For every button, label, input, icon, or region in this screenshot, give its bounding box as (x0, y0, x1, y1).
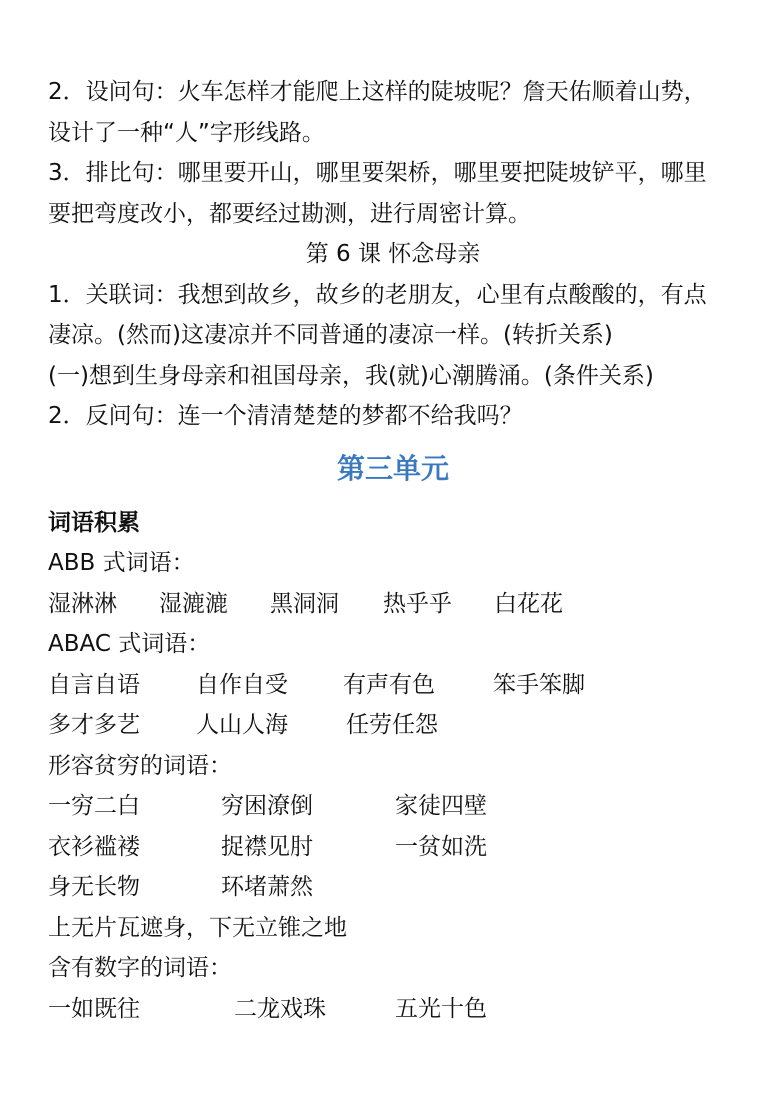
abac-word-row-2 (48, 705, 738, 746)
counter-question-line: 2．反问句：连一个清清楚楚的梦都不给我吗？ (48, 403, 523, 429)
poverty-label: 形容贫穷的词语： (48, 752, 232, 779)
word-item: 人山人海 (196, 712, 288, 738)
word-item: 捉襟见肘 (221, 833, 313, 860)
abac-word-row-1 (48, 665, 738, 706)
word-item: 湿淋淋 (48, 590, 117, 617)
word-item: 身无长物 (48, 874, 140, 900)
document-page (48, 72, 738, 1029)
word-item: 白花花 (494, 590, 563, 617)
lesson-6-title: 第 6 课 怀念母亲 (305, 241, 481, 267)
rhetorical-question-line-2: 设计了一种“人”字形线路。 (48, 119, 325, 146)
word-item: 一贫如洗 (395, 833, 487, 860)
abb-word-row (48, 584, 738, 625)
vocabulary-section-title: 词语积累 (48, 509, 140, 536)
abac-label: ABAC 式词语： (48, 631, 211, 657)
poverty-phrase-line: 上无片瓦遮身，下无立锥之地 (48, 914, 347, 941)
word-item: 湿漉漉 (159, 590, 228, 617)
number-words-label: 含有数字的词语： (48, 955, 232, 981)
word-item: 二龙戏珠 (234, 995, 326, 1022)
word-item: 有声有色 (343, 671, 435, 698)
number-word-row-1 (48, 989, 738, 1030)
word-item: 五光十色 (395, 995, 487, 1022)
poverty-word-row-3 (48, 867, 738, 908)
parallelism-line-1: 3．排比句：哪里要开山，哪里要架桥，哪里要把陡坡铲平，哪里 (48, 160, 707, 186)
word-item: 黑洞洞 (270, 590, 339, 617)
poverty-word-row-2 (48, 827, 738, 868)
word-item: 衣衫褴褛 (48, 833, 140, 860)
conjunction-line-3: (一)想到生身母亲和祖国母亲，我(就)心潮腾涌。(条件关系) (48, 362, 654, 389)
conjunction-line-2: 凄凉。(然而)这凄凉并不同普通的凄凉一样。(转折关系) (48, 322, 613, 348)
parallelism-line-2: 要把弯度改小，都要经过勘测，进行周密计算。 (48, 200, 531, 227)
conjunction-line-1: 1．关联词：我想到故乡，故乡的老朋友，心里有点酸酸的，有点 (48, 281, 707, 308)
word-item: 一如既往 (48, 995, 140, 1022)
rhetorical-question-line-1: 2．设问句：火车怎样才能爬上这样的陡坡呢？詹天佑顺着山势， (48, 79, 707, 105)
word-item: 热乎乎 (383, 590, 452, 617)
word-item: 任劳任怨 (346, 712, 438, 738)
word-item: 笨手笨脚 (493, 671, 585, 698)
word-item: 环堵萧然 (221, 874, 313, 900)
poverty-word-row-1 (48, 786, 738, 827)
word-item: 一穷二白 (48, 793, 140, 819)
abb-label: ABB 式词语： (48, 550, 195, 576)
unit-3-title: 第三单元 (336, 451, 449, 485)
word-item: 自作自受 (196, 671, 288, 698)
word-item: 多才多艺 (48, 712, 140, 738)
word-item: 自言自语 (48, 671, 140, 698)
word-item: 穷困潦倒 (221, 793, 313, 819)
word-item: 家徒四壁 (395, 793, 487, 819)
